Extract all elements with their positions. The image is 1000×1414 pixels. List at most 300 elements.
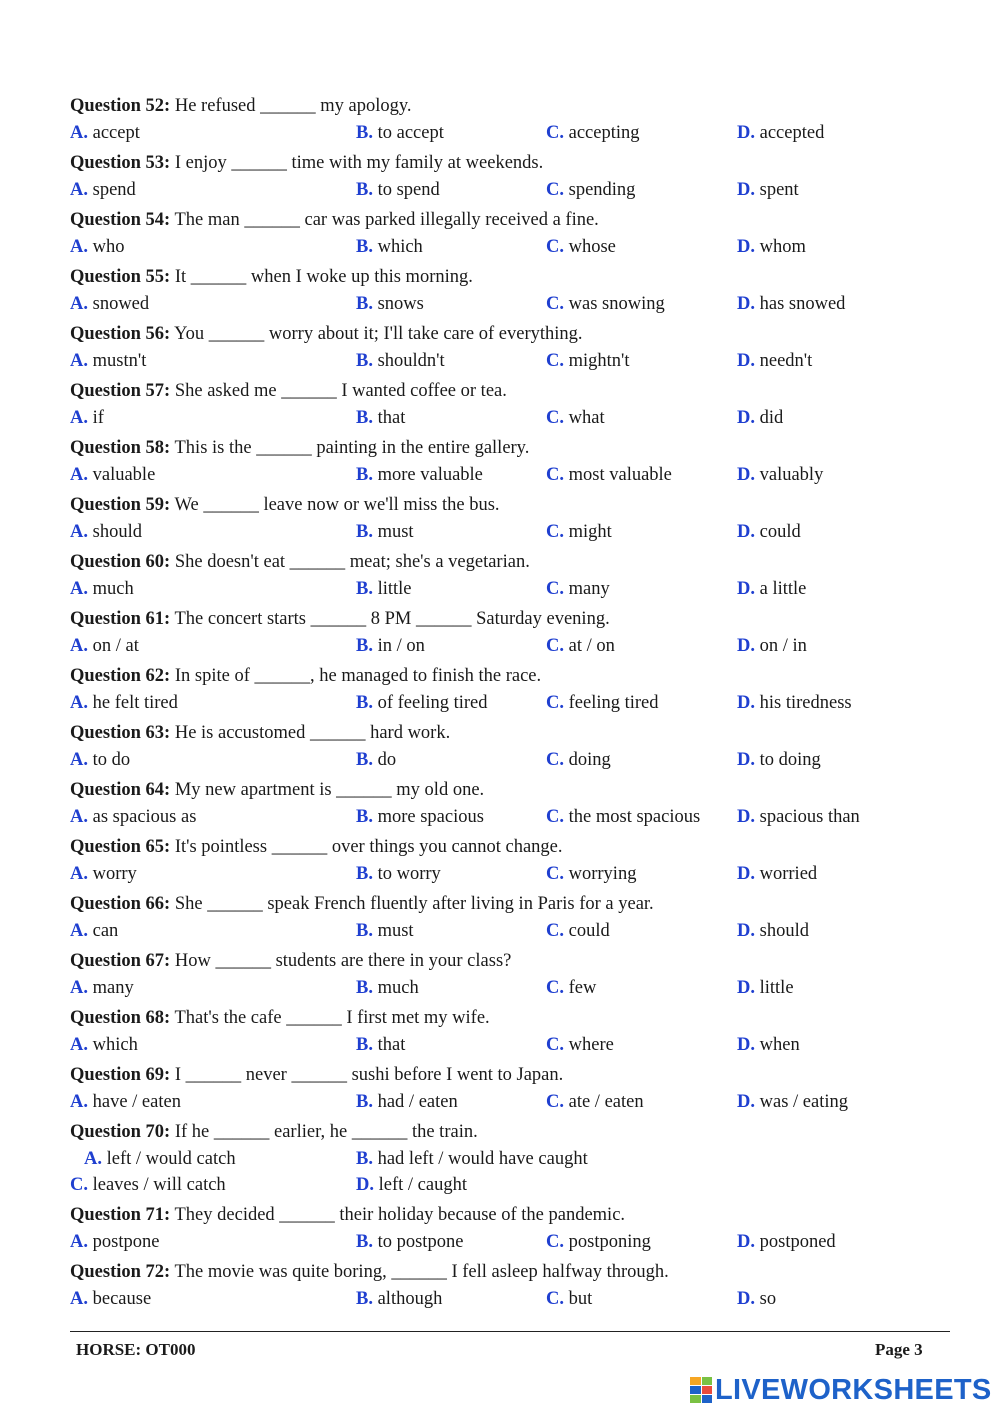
question-number: Question 67: xyxy=(70,951,171,971)
option-letter: A. xyxy=(70,636,88,656)
option-letter: A. xyxy=(70,807,88,827)
question-text: If he ______ earlier, he ______ the train. xyxy=(170,1122,478,1142)
answer-row xyxy=(70,1172,950,1202)
answer-option[interactable] xyxy=(737,633,807,660)
question-text: The concert starts ______ 8 PM ______ Saturday evening. xyxy=(170,609,610,629)
question-item xyxy=(70,891,950,948)
question-number: Question 57: xyxy=(70,381,171,401)
answer-option[interactable] xyxy=(546,804,700,831)
option-text: accepted xyxy=(759,123,825,143)
question-item xyxy=(70,321,950,378)
option-letter: A. xyxy=(70,864,88,884)
option-text: which xyxy=(92,1035,138,1055)
answer-option[interactable] xyxy=(70,1172,226,1199)
option-text: should xyxy=(92,522,142,542)
option-letter: B. xyxy=(356,123,373,143)
option-letter: A. xyxy=(84,1149,102,1169)
option-letter: C. xyxy=(546,408,564,428)
question-stem xyxy=(70,264,950,291)
question-item xyxy=(70,1062,950,1119)
option-text: valuable xyxy=(92,465,156,485)
answer-option[interactable] xyxy=(356,804,484,831)
answer-option[interactable] xyxy=(546,861,636,888)
option-text: must xyxy=(377,921,414,941)
answer-option[interactable] xyxy=(356,747,396,774)
option-letter: A. xyxy=(70,750,88,770)
question-text: The movie was quite boring, ______ I fell asleep halfway through. xyxy=(170,1262,669,1282)
answer-option[interactable] xyxy=(737,519,801,546)
option-letter: C. xyxy=(546,579,564,599)
option-letter: D. xyxy=(737,807,755,827)
question-stem xyxy=(70,435,950,462)
option-letter: D. xyxy=(737,978,755,998)
answer-option[interactable] xyxy=(70,405,104,432)
answer-option[interactable] xyxy=(70,975,134,1002)
answer-row xyxy=(70,633,950,663)
option-text: because xyxy=(92,1289,152,1309)
option-letter: A. xyxy=(70,1035,88,1055)
answer-option[interactable] xyxy=(70,1032,138,1059)
question-text: She ______ speak French fluently after living in Paris for a year. xyxy=(170,894,654,914)
question-number: Question 68: xyxy=(70,1008,171,1028)
question-text: He is accustomed ______ hard work. xyxy=(170,723,451,743)
option-text: must xyxy=(377,522,414,542)
liveworksheets-brand[interactable] xyxy=(690,1374,992,1406)
option-text: his tiredness xyxy=(759,693,852,713)
answer-option[interactable] xyxy=(546,690,659,717)
question-item xyxy=(70,207,950,264)
option-letter: B. xyxy=(356,180,373,200)
answer-option[interactable] xyxy=(356,975,419,1002)
answer-option[interactable] xyxy=(70,804,196,831)
question-item xyxy=(70,834,950,891)
option-letter: D. xyxy=(356,1175,374,1195)
answer-option[interactable] xyxy=(737,1286,776,1313)
answer-row xyxy=(70,747,950,777)
option-letter: B. xyxy=(356,807,373,827)
answer-option[interactable] xyxy=(737,1089,848,1116)
option-letter: C. xyxy=(546,237,564,257)
option-letter: B. xyxy=(356,1149,373,1169)
option-letter: C. xyxy=(546,1289,564,1309)
option-text: feeling tired xyxy=(568,693,659,713)
answer-option[interactable] xyxy=(546,1032,614,1059)
option-letter: B. xyxy=(356,237,373,257)
option-letter: C. xyxy=(546,1035,564,1055)
question-item xyxy=(70,948,950,1005)
answer-option[interactable] xyxy=(356,918,414,945)
question-stem xyxy=(70,1202,950,1229)
question-number: Question 61: xyxy=(70,609,171,629)
option-letter: C. xyxy=(546,750,564,770)
answer-option[interactable] xyxy=(737,234,806,261)
option-letter: C. xyxy=(546,864,564,884)
answer-option[interactable] xyxy=(70,918,118,945)
answer-option[interactable] xyxy=(546,1286,592,1313)
answer-option[interactable] xyxy=(546,633,615,660)
option-text: to do xyxy=(92,750,131,770)
answer-row xyxy=(70,1286,950,1316)
answer-option[interactable] xyxy=(70,1229,159,1256)
answer-option[interactable] xyxy=(546,462,672,489)
question-item xyxy=(70,264,950,321)
option-letter: D. xyxy=(737,579,755,599)
option-letter: A. xyxy=(70,465,88,485)
option-letter: D. xyxy=(737,864,755,884)
question-stem xyxy=(70,1259,950,1286)
answer-option[interactable] xyxy=(70,120,140,147)
answer-row xyxy=(70,405,950,435)
option-text: to spend xyxy=(377,180,440,200)
option-letter: D. xyxy=(737,522,755,542)
answer-option[interactable] xyxy=(356,519,414,546)
option-text: valuably xyxy=(759,465,824,485)
option-letter: C. xyxy=(546,921,564,941)
option-text: of feeling tired xyxy=(377,693,488,713)
question-stem xyxy=(70,321,950,348)
answer-option[interactable] xyxy=(737,576,806,603)
answer-option[interactable] xyxy=(356,1089,458,1116)
option-letter: D. xyxy=(737,294,755,314)
answer-option[interactable] xyxy=(356,348,445,375)
option-letter: C. xyxy=(546,522,564,542)
option-text: more spacious xyxy=(377,807,484,827)
question-item xyxy=(70,1005,950,1062)
answer-option[interactable] xyxy=(356,861,441,888)
option-text: accepting xyxy=(568,123,640,143)
option-text: as spacious as xyxy=(92,807,197,827)
answer-option[interactable] xyxy=(70,633,139,660)
answer-option[interactable] xyxy=(737,1229,836,1256)
answer-row xyxy=(70,861,950,891)
answer-option[interactable] xyxy=(356,462,483,489)
answer-option[interactable] xyxy=(70,690,178,717)
option-letter: A. xyxy=(70,921,88,941)
answer-option[interactable] xyxy=(546,177,635,204)
option-text: most valuable xyxy=(568,465,672,485)
answer-option[interactable] xyxy=(356,234,423,261)
option-text: could xyxy=(568,921,610,941)
option-text: worry xyxy=(92,864,137,884)
question-item xyxy=(70,492,950,549)
answer-row xyxy=(70,234,950,264)
option-text: he felt tired xyxy=(92,693,178,713)
answer-option[interactable] xyxy=(737,177,799,204)
option-letter: B. xyxy=(356,1092,373,1112)
answer-option[interactable] xyxy=(356,633,425,660)
option-text: worrying xyxy=(568,864,637,884)
option-letter: B. xyxy=(356,1035,373,1055)
option-text: was snowing xyxy=(568,294,665,314)
question-item xyxy=(70,1119,950,1202)
option-text: to postpone xyxy=(377,1232,464,1252)
question-text: I ______ never ______ sushi before I went to Japan. xyxy=(170,1065,564,1085)
answer-option[interactable] xyxy=(737,975,794,1002)
option-letter: D. xyxy=(737,636,755,656)
option-letter: D. xyxy=(737,693,755,713)
question-text: She asked me ______ I wanted coffee or tea. xyxy=(170,381,507,401)
answer-option[interactable] xyxy=(356,405,405,432)
question-text: My new apartment is ______ my old one. xyxy=(170,780,485,800)
question-stem xyxy=(70,606,950,633)
option-text: spent xyxy=(759,180,799,200)
answer-option[interactable] xyxy=(356,1286,442,1313)
option-letter: B. xyxy=(356,465,373,485)
question-number: Question 62: xyxy=(70,666,171,686)
option-letter: C. xyxy=(70,1175,88,1195)
question-stem xyxy=(70,1005,950,1032)
answer-option[interactable] xyxy=(546,120,640,147)
option-letter: B. xyxy=(356,978,373,998)
answer-option[interactable] xyxy=(737,405,783,432)
option-text: snows xyxy=(377,294,424,314)
option-text: many xyxy=(568,579,610,599)
question-stem xyxy=(70,834,950,861)
option-text: that xyxy=(377,1035,406,1055)
answer-option[interactable] xyxy=(546,918,610,945)
question-item xyxy=(70,150,950,207)
question-stem xyxy=(70,720,950,747)
option-text: doing xyxy=(568,750,611,770)
answer-row xyxy=(70,462,950,492)
question-stem xyxy=(70,663,950,690)
answer-row xyxy=(70,519,950,549)
option-letter: D. xyxy=(737,351,755,371)
question-stem xyxy=(70,93,950,120)
option-text: on / in xyxy=(759,636,807,656)
answer-option[interactable] xyxy=(70,1286,151,1313)
question-item xyxy=(70,93,950,150)
question-stem xyxy=(70,150,950,177)
option-text: postponed xyxy=(759,1232,836,1252)
answer-option[interactable] xyxy=(546,1229,651,1256)
answer-option[interactable] xyxy=(546,747,611,774)
answer-row xyxy=(70,576,950,606)
question-text: It's pointless ______ over things you cannot change. xyxy=(170,837,563,857)
option-text: to worry xyxy=(377,864,441,884)
answer-row xyxy=(70,690,950,720)
question-number: Question 64: xyxy=(70,780,171,800)
liveworksheets-logo-icon xyxy=(690,1377,712,1403)
option-letter: D. xyxy=(737,1092,755,1112)
option-letter: B. xyxy=(356,351,373,371)
option-text: although xyxy=(377,1289,443,1309)
answer-option[interactable] xyxy=(356,291,424,318)
answer-option[interactable] xyxy=(546,975,596,1002)
option-letter: C. xyxy=(546,1092,564,1112)
option-letter: D. xyxy=(737,123,755,143)
answer-option[interactable] xyxy=(546,348,630,375)
answer-row xyxy=(70,348,950,378)
question-text: This is the ______ painting in the entire gallery. xyxy=(170,438,530,458)
question-item xyxy=(70,549,950,606)
answer-option[interactable] xyxy=(356,177,440,204)
option-letter: D. xyxy=(737,180,755,200)
answer-row xyxy=(70,1089,950,1119)
option-letter: A. xyxy=(70,522,88,542)
answer-option[interactable] xyxy=(70,234,125,261)
option-text: whose xyxy=(568,237,616,257)
option-letter: A. xyxy=(70,579,88,599)
option-text: left / would catch xyxy=(106,1149,236,1169)
question-number: Question 71: xyxy=(70,1205,171,1225)
option-letter: C. xyxy=(546,180,564,200)
question-list xyxy=(70,93,950,1316)
question-number: Question 58: xyxy=(70,438,171,458)
answer-option[interactable] xyxy=(737,291,845,318)
option-text: did xyxy=(759,408,784,428)
question-number: Question 63: xyxy=(70,723,171,743)
option-letter: B. xyxy=(356,693,373,713)
option-letter: B. xyxy=(356,1289,373,1309)
question-number: Question 56: xyxy=(70,324,171,344)
option-text: few xyxy=(568,978,597,998)
option-text: much xyxy=(377,978,419,998)
option-text: much xyxy=(92,579,134,599)
option-text: the most spacious xyxy=(568,807,701,827)
answer-row xyxy=(70,918,950,948)
answer-option[interactable] xyxy=(546,405,605,432)
answer-option[interactable] xyxy=(84,1146,236,1173)
question-text: The man ______ car was parked illegally received a fine. xyxy=(170,210,599,230)
answer-option[interactable] xyxy=(546,519,612,546)
answer-option[interactable] xyxy=(546,1089,644,1116)
answer-option[interactable] xyxy=(737,690,852,717)
answer-option[interactable] xyxy=(70,462,155,489)
option-letter: C. xyxy=(546,465,564,485)
option-letter: C. xyxy=(546,636,564,656)
answer-option[interactable] xyxy=(70,519,142,546)
answer-option[interactable] xyxy=(737,861,817,888)
answer-option[interactable] xyxy=(737,120,824,147)
option-letter: C. xyxy=(546,693,564,713)
option-text: shouldn't xyxy=(377,351,445,371)
option-text: spacious than xyxy=(759,807,860,827)
answer-option[interactable] xyxy=(356,120,444,147)
answer-option[interactable] xyxy=(737,348,812,375)
answer-option[interactable] xyxy=(546,234,616,261)
option-letter: A. xyxy=(70,978,88,998)
answer-row xyxy=(70,804,950,834)
answer-row xyxy=(70,291,950,321)
question-item xyxy=(70,777,950,834)
option-letter: C. xyxy=(546,1232,564,1252)
option-text: leaves / will catch xyxy=(92,1175,226,1195)
option-text: what xyxy=(568,408,605,428)
question-item xyxy=(70,720,950,777)
question-stem xyxy=(70,492,950,519)
option-text: when xyxy=(759,1035,800,1055)
option-text: little xyxy=(759,978,794,998)
answer-option[interactable] xyxy=(70,348,146,375)
answer-option[interactable] xyxy=(70,576,134,603)
option-letter: D. xyxy=(737,750,755,770)
option-text: could xyxy=(759,522,801,542)
option-letter: A. xyxy=(70,180,88,200)
option-letter: A. xyxy=(70,1289,88,1309)
option-letter: A. xyxy=(70,351,88,371)
exam-code: HORSE: OT000 xyxy=(76,1340,196,1359)
question-stem xyxy=(70,777,950,804)
answer-option[interactable] xyxy=(356,576,412,603)
option-text: might xyxy=(568,522,612,542)
question-text: He refused ______ my apology. xyxy=(170,96,412,116)
option-letter: A. xyxy=(70,237,88,257)
question-item xyxy=(70,1259,950,1316)
option-text: to accept xyxy=(377,123,444,143)
option-text: snowed xyxy=(92,294,150,314)
option-text: more valuable xyxy=(377,465,483,485)
answer-option[interactable] xyxy=(356,1229,463,1256)
option-text: had / eaten xyxy=(377,1092,458,1112)
option-text: spending xyxy=(568,180,636,200)
answer-option[interactable] xyxy=(737,462,823,489)
option-letter: A. xyxy=(70,693,88,713)
option-letter: B. xyxy=(356,294,373,314)
answer-option[interactable] xyxy=(737,747,821,774)
option-letter: C. xyxy=(546,294,564,314)
answer-option[interactable] xyxy=(70,291,149,318)
option-letter: B. xyxy=(356,864,373,884)
option-letter: A. xyxy=(70,1232,88,1252)
option-text: left / caught xyxy=(378,1175,467,1195)
option-letter: B. xyxy=(356,522,373,542)
question-number: Question 59: xyxy=(70,495,171,515)
option-text: at / on xyxy=(568,636,615,656)
option-text: mightn't xyxy=(568,351,630,371)
answer-row xyxy=(70,1229,950,1259)
question-item xyxy=(70,663,950,720)
option-letter: B. xyxy=(356,921,373,941)
answer-option[interactable] xyxy=(737,918,809,945)
option-letter: D. xyxy=(737,1035,755,1055)
question-number: Question 53: xyxy=(70,153,171,173)
option-letter: A. xyxy=(70,1092,88,1112)
option-text: postponing xyxy=(568,1232,651,1252)
answer-option[interactable] xyxy=(356,690,488,717)
option-letter: B. xyxy=(356,579,373,599)
question-item xyxy=(70,378,950,435)
question-stem xyxy=(70,549,950,576)
option-letter: A. xyxy=(70,294,88,314)
answer-option[interactable] xyxy=(70,747,130,774)
option-text: had left / would have caught xyxy=(377,1149,588,1169)
option-text: that xyxy=(377,408,406,428)
answer-option[interactable] xyxy=(546,291,665,318)
question-text: They decided ______ their holiday because of the pandemic. xyxy=(170,1205,626,1225)
answer-option[interactable] xyxy=(737,804,860,831)
option-text: who xyxy=(92,237,125,257)
answer-option[interactable] xyxy=(70,177,136,204)
answer-option[interactable] xyxy=(356,1032,405,1059)
option-letter: A. xyxy=(70,123,88,143)
answer-option[interactable] xyxy=(70,861,137,888)
answer-option[interactable] xyxy=(546,576,610,603)
option-text: was / eating xyxy=(759,1092,848,1112)
answer-option[interactable] xyxy=(356,1146,588,1173)
option-letter: C. xyxy=(546,351,564,371)
question-number: Question 66: xyxy=(70,894,171,914)
option-letter: D. xyxy=(737,1289,755,1309)
answer-option[interactable] xyxy=(70,1089,181,1116)
footer-divider xyxy=(70,1331,950,1332)
option-text: many xyxy=(92,978,134,998)
answer-option[interactable] xyxy=(737,1032,800,1059)
option-text: which xyxy=(377,237,423,257)
option-text: in / on xyxy=(377,636,425,656)
answer-option[interactable] xyxy=(356,1172,467,1199)
question-text: It ______ when I woke up this morning. xyxy=(170,267,473,287)
